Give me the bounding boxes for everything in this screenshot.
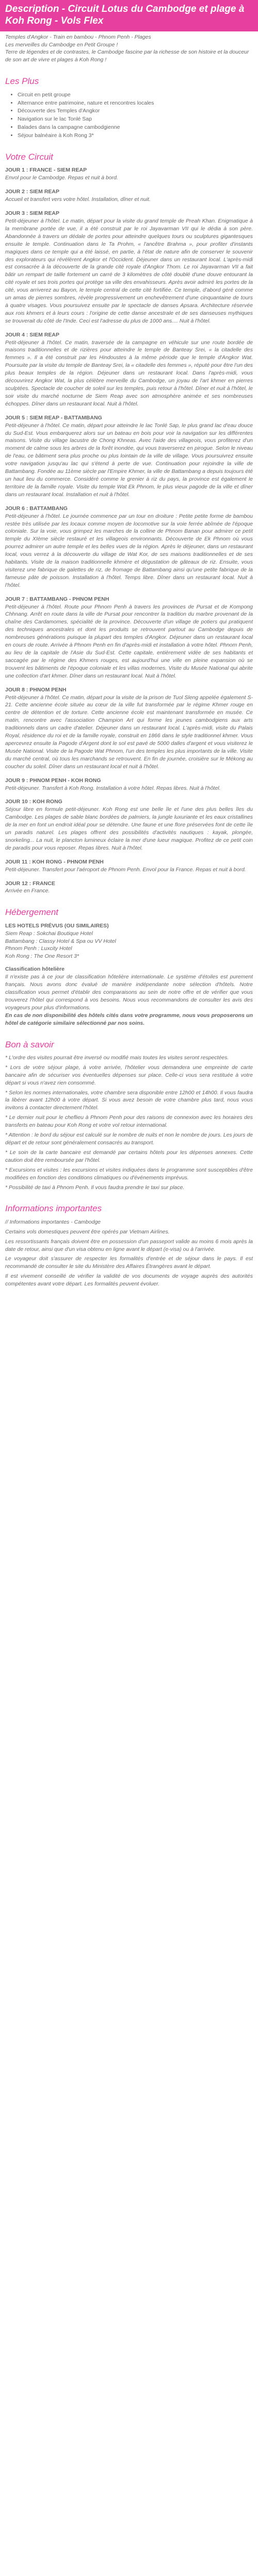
day-title: JOUR 3 : SIEM REAP [5,210,60,217]
itinerary [5,166,253,895]
plus-item: • Séjour balnéaire à Koh Rong 3* [18,132,253,140]
day-title: JOUR 7 : BATTAMBANG - PHNOM PENH [5,596,109,602]
plus-item: • Découverte des Temples d'Angkor [18,107,253,115]
day-title: JOUR 1 : FRANCE - SIEM REAP [5,167,87,174]
classification-text: Il n'existe pas à ce jour de classification hôtelière internationale. Le système d'étoiles est purement français. Nous avons donc évalué de manière indépendante notre sélection d'hôtels. Notre classification vous permet d'établir des comparaisons au sein de notre offre et de vérifier que vous trouverez l'hôtel qui correspond à vos besoins. Nous vous recommandons de consulter les avis des voyageurs pour plus d'informations. [5,974,253,1011]
day-6 [5,505,253,589]
day-text: Petit-déjeuner. Transfert à Koh Rong. Installation à votre hôtel. Repas libres. Nuit à l'hôtel. [5,785,221,791]
day-title: JOUR 4 : SIEM REAP [5,331,60,338]
day-title: JOUR 10 : KOH RONG [5,799,62,805]
day-text: Envol pour le Cambodge. Repas et nuit à bord. [5,175,118,181]
plus-item: • Balades dans la campagne cambodgienne [18,124,253,131]
hebergement-heading: Hébergement [5,907,59,918]
hebergement [5,922,253,1027]
info-note: Les ressortissants français doivent être en possession d'un passeport valide au moins 6 mois après la date de retour, ainsi que d'un visa obtenu en ligne avant le départ (e-visa) ou à l'arrivée. [5,1238,253,1252]
day-3 [5,210,253,325]
info-note: Il est vivement conseillé de vérifier la validité de vos documents de voyage auprès des autorités compétentes avant votre départ. Les formalités peuvent évoluer. [5,1273,253,1287]
plus-item: • Navigation sur le lac Tonlé Sap [18,115,253,123]
intro-line: Temples d'Angkor - Train en bambou - Phnom Penh - Plages [5,33,151,40]
hotel-item: Phnom Penh : Luxcity Hotel [5,945,72,952]
hotel-item: Koh Rong : The One Resort 3* [5,953,79,960]
day-7 [5,596,253,680]
day-title: JOUR 9 : PHNOM PENH - KOH RONG [5,777,101,784]
savoir-notes [5,1054,253,1192]
hotels-label: LES HOTELS PRÉVUS (OU SIMILAIRES) [5,922,109,929]
intro [5,33,253,64]
day-12 [5,880,253,895]
day-text: Accueil et transfert vers votre hôtel. Installation, dîner et nuit. [5,196,151,203]
day-text: Petit-déjeuner à l'hôtel. Le matin, départ pour la visite du grand temple de Preah Khan. Enigmatique à la membrane portée de vue, il a été construit par le roi Jayavarman VII qui le dédia à son père. Abandonnée à travers un dédale de portes pour atteindre quelques tours ou sculptures gigantesques ensuite le temple. Continuation dans le Ta Prohm, « l'ancêtre Brahma », pour profiter d'instants magiques dans ce temple qui a été laissé, en partie, à l'état de nature afin de conserver le souvenir des explorateurs qui révélèrent Angkor et l'Occident. Déjeuner dans un restaurant local. L'après-midi est consacrée à la découverte de la grande cité royale d'Angkor Thom. Le roi Jayavarman VII a fait bâtir un rempart de taille fortement un carré de 3 kilomètres de côté doublé d'une douve entourant la cité royale et ses trois portes qui protège sa ville des envahisseurs. Après avoir admiré les portes de la cité, vous arriverez au Bayon, le temple central de cette cité fortifiée. Ce temple, d'abord géré comme un amas de pierres sombres, révèle progressivement un enchevêtrement d'une cinquantaine de tours à quatre visages. Vous poursuivez ensuite par le spectacle de danses Apsara. Architecture réservée aux rois khmers et à leurs cours : l'origine de cette danse ancestrale et de ses danseuses mythiques se trouverait du côté de l'Inde. Ceci est l'adresse du plus de 1000 ans.... Nuit à l'hôtel. [5,217,253,324]
day-9 [5,777,253,792]
savoir-note: * Possibilité de taxi à Phnom Penh. Il vous faudra prendre le taxi sur place. [5,1184,185,1191]
day-text: Petit-déjeuner. Transfert pour l'aéroport de Phnom Penh. Envol pour la France. Repas et nuit à bord. [5,866,246,873]
day-text: Petit-déjeuner à l'hôtel. Ce matin, départ pour atteindre le lac Tonlé Sap, le plus grand lac d'eau douce du Sud-Est. Vous embarquerez alors sur un bateau en bois pour voir la navigation sur les différentes maisons. Visite du village lacustre de Chong Khneas. Avec l'aide des villageois, vous profiterez d'un moment de calme sous les arbres de la forêt inondée, qui vous traverserez en pirogue. Selon le niveau de l'eau, ce bâtiment sera plus proche ou plus lointain de la ville de village. Vous poursuivrez ensuite votre navigation jusqu'au lac qui s'étend à perte de vue. Continuation pour rejoindre la ville de Battambang. Fondée au 11ème siècle par l'Empire Khmer, la ville de Battambang a depuis toujours été un haut lieu du commerce. Considéré comme le grenier à riz du pays, la province est également le territoire de la famille royale. Visite du temple Wat Ek Phnom, le plus vieux pagode de la ville et dîner dans un restaurant local. Installation et nuit à l'hôtel. [5,422,253,498]
info-note: // Informations importantes - Cambodge [5,1218,101,1225]
day-2 [5,188,253,204]
savoir-note: * Attention : le bord du séjour est calculé sur le nombre de nuits et non le nombre de jours. Les jours de départ et de retour sont généralement consacrés au transport. [5,1132,253,1146]
savoir-heading: Bon à savoir [5,1039,54,1049]
intro-line: Les merveilles du Cambodge en Petit Groupe ! [5,41,118,48]
info-heading: Informations importantes [5,1204,102,1214]
classification-label: Classification hôtelière [5,966,64,973]
info-note: Le voyageur doit s'assurer de respecter les formalités d'entrée et de séjour dans le pays. Il est recommandé de consulter le site du Ministère des Affaires Étrangères avant le départ. [5,1256,253,1270]
day-title: JOUR 6 : BATTAMBANG [5,505,68,512]
savoir-note: * Excursions et visites : les excursions et visites indiquées dans le programme sont susceptibles d'être modifiées en fonction des conditions climatiques ou d'événements imprévus. [5,1166,253,1181]
plus-list [5,91,253,140]
day-text: Petit-déjeuner à l'hôtel. Route pour Phnom Penh à travers les provinces de Pursat et de Kompong Chhnang. Arrêt en route dans la ville de Pursat pour rencontrer la tradition du marbre provenant de la chaîne des Cardamomes, spécialité de la province. Découverte d'un village de potiers qui pratiquent des techniques ancestrales et dont les produits se retrouvent partout au Cambodge depuis de nombreuses générations puisque la plupart des temples d'Angkor. Déjeuner dans un restaurant local en cours de route. Arrivée à Phnom Penh en fin d'après-midi et installation à votre hôtel. Phnom Penh, au lieu de la capitale de l'Asie du Sud-Est. Cette capitale, entièrement vidée de ses habitants et saccagée par le régime des Khmers rouges, est aujourd'hui une ville en pleine expansion où se trouvent les bâtiments de l'époque coloniale et les villas modernes. Visite du Musée National qui abrite une collection d'art khmer. Dîner dans un restaurant local. Nuit à l'hôtel. [5,603,253,679]
day-5 [5,414,253,499]
savoir-note: * L'ordre des visites pourrait être inversé ou modifié mais toutes les visites seront respectées. [5,1054,229,1061]
day-11 [5,858,253,874]
savoir-note: * Lors de votre séjour plage, à votre arrivée, l'hôtelier vous demandera une empreinte de carte bancaire afin de sécuriser vos éventuelles dépenses sur place. Celle-ci vous sera restituée à votre départ si vous n'avez rien consommé. [5,1064,253,1086]
plus-heading: Les Plus [5,76,39,87]
page-title: Description - Circuit Lotus du Cambodge et plage à Koh Rong - Vols Flex [0,0,258,31]
day-10 [5,798,253,852]
info-note: Certains vols domestiques peuvent être opérés par Vietnam Airlines. [5,1228,170,1235]
content [0,31,258,1300]
hotel-item: Battambang : Classy Hotel & Spa ou VV Hotel [5,938,116,944]
day-title: JOUR 12 : FRANCE [5,880,55,887]
day-title: JOUR 2 : SIEM REAP [5,189,60,195]
day-text: Petit-déjeuner à l'hôtel. Le journée commence par un tour en droiture : Petite petite forme de bambou restée très utilisée par les locaux comme moyen de locomotive sur la voie ferrée abîmée de l'époque coloniale. Sur la voie, vous grimpez les marches de la colline de Phnom Banan pour admirer ce petit temple du XIème siècle restauré et les villageois environnants. Découverte de Ek Phnom où vous pourrez admirer un autre temple et les belles vues de la région. Après le déjeuner, dans un restaurant local, vous verrez à la découverte du village de Wat Kor, de ses maisons traditionnelles et de ses habitants. Visite de la maison traditionnelle khmère et dégustation de gâteaux de riz. Ensuite, vous visiterez une fabrique de galettes de riz, de fromage de Battambang ainsi qu'une petite fabrique de la fameuse pâte de poisson. Installation à l'hôtel. Temps libre. Dîner dans un restaurant local. Nuit à l'hôtel. [5,513,253,588]
circuit-heading: Votre Circuit [5,152,53,162]
savoir-note: * Le soin de la carte bancaire est demandé par certains hôtels pour les dépenses annexes. Cette caution doit être remboursée par l'hôtel. [5,1149,253,1163]
intro-line: Terre de légendes et de contrastes, le Cambodge fascine par la richesse de son histoire et la douceur de son art de vivre et plages à Koh Rong ! [5,49,249,63]
day-text: Séjour libre en formule petit-déjeuner. Koh Rong est une belle île et l'une des plus belles îles du Cambodge. Les plages de sable blanc bordées de palmiers, la jungle luxuriante et les eaux cristallines de la mer en font un endroit idéal pour se détendre. Une faune et une flore préservées font de cette île un paradis naturel. Les plages offrent des possibilités d'activités nautiques : kayak, plongée, snorkeling... La nuit, le plancton lumineux éclaire la mer d'une lueur magique. Profitez de ce petit coin de paradis pour vous reposer. Repas libres. Nuit à l'hôtel. [5,806,253,851]
savoir-note: * Selon les normes internationales, votre chambre sera disponible entre 12h00 et 14h00. Il vous faudra la libérer avant 12h00 à votre départ. Si vous avez besoin de votre chambre plus tard, nous vous invitons à contacter directement l'hôtel. [5,1089,253,1111]
day-title: JOUR 8 : PHNOM PENH [5,686,67,693]
day-1 [5,166,253,182]
day-title: JOUR 5 : SIEM REAP - BATTAMBANG [5,414,102,421]
day-text: Petit-déjeuner à l'hôtel. Ce matin, départ pour la visite de la prison de Tuol Sleng appelée également S-21. Cette ancienne école située au cœur de la ville fut transformée par le régime Khmer rouge en centre de détention et de torture. Cette ancienne école est maintenant transformée en musée. Ce matin, rencontre avec l'association Champion Art qui forme les jeunes cambodgiens aux arts traditionnels dans un cadre d'atelier. Déjeuner dans un restaurant local. L'après-midi, visite du Palais Royal, résidence du roi et de la famille royale, construit en 1866 dans le style traditionnel khmer. Vous apercevrez ensuite la Pagode d'Argent dont le sol est pavé de 5000 dalles d'argent et vous visiterez le Musée National. Visite de la Pagode Wat Phnom, l'un des temples les plus importants de la ville. Visite du marché central, où tous les marchands se retrouvent. En fin de journée, croisière sur le Mékong au coucher du soleil. Dîner dans un restaurant local et nuit à l'hôtel. [5,694,253,770]
hotel-item: Siem Reap : Sokchai Boutique Hotel [5,930,93,937]
savoir-note: * Le dernier nuit pour le cheflieu à Phnom Penh pour des raisons de connexion avec les horaires des transferts en bateau pour Koh Rong et votre vol retour international. [5,1114,253,1129]
info-notes [5,1218,253,1288]
day-text: Arrivée en France. [5,888,50,894]
classification-note: En cas de non disponibilité des hôtels cités dans votre programme, nous vous proposerons un hôtel de catégorie similaire sélectionné par nos soins. [5,1012,253,1026]
day-title: JOUR 11 : KOH RONG - PHNOM PENH [5,858,104,865]
day-text: Petit-déjeuner à l'hôtel. Ce matin, traversée de la campagne en véhicule sur une route bordée de maisons traditionnelles et de rizières pour atteindre le temple de Banteay Srei, « la citadelle des femmes ». Il a été construit par les Hindoustes à la même période que le temple d'Angkor Wat. Poursuite par la visite du temple de Banteay Srei, la « citadelle des femmes », réputé pour être l'un des plus beaux temples de la région. Déjeuner dans un restaurant local. Dans l'après-midi, vous découvrirez Angkor Wat, la plus célèbre merveille du Cambodge, un joyau de l'art khmer en pierres sculptées. Spectacle de coucher de soleil sur les temples, puis retour à l'hôtel. Dîner et nuit à l'hôtel, le soir visite du marché nocturne de Siem Reap avec son atmosphère animée et ses nombreuses échoppes. Dîner dans un restaurant local. Nuit à l'hôtel. [5,339,253,407]
plus-item: • Alternance entre patrimoine, nature et rencontres locales [18,99,253,107]
day-4 [5,331,253,408]
day-8 [5,686,253,771]
plus-item: • Circuit en petit groupe [18,91,253,99]
